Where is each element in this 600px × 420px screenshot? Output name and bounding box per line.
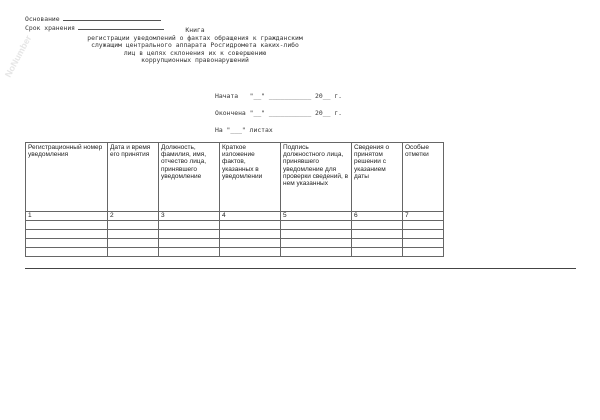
table-cell [108,239,159,248]
table-header-row [26,143,444,212]
table-cell [108,248,159,257]
table-cell [403,230,444,239]
column-header: Должность, фамилия, имя, отчество лица, принявшего уведомление [159,143,220,212]
title-line: лиц в целях склонения их к совершению [123,48,267,57]
column-header: Сведения о принятом решении с указанием даты [352,143,403,212]
table-cell [220,230,281,239]
table-cell [220,239,281,248]
page-divider [25,268,576,269]
column-number: 1 [26,212,108,221]
column-header: Краткое изложение фактов, указанных в уведомлении [220,143,281,212]
table-cell [352,230,403,239]
table-cell [352,221,403,230]
table-cell [26,221,108,230]
table-cell [281,248,352,257]
column-number: 6 [352,212,403,221]
title-line: Книга [185,26,205,34]
title-line: служащим центрального аппарата Росгидромета каких-либо [91,41,299,50]
table-cell [159,248,220,257]
storage-period-label: Срок хранения [25,24,76,32]
document-title [55,27,335,65]
table-row [26,248,444,257]
column-number: 5 [281,212,352,221]
basis-line [63,14,161,21]
table-cell [403,248,444,257]
basis-field [25,14,161,23]
registration-table [25,142,444,257]
table-cell [159,239,220,248]
watermark-text: NoNumber [2,33,34,79]
table-cell [281,239,352,248]
table-cell [220,221,281,230]
column-number: 7 [403,212,444,221]
page-count: На "___" листах [215,126,273,134]
table-cell [26,230,108,239]
column-header: Подпись должностного лица, принявшего уведомление для проверки сведений, в нем указанных [281,143,352,212]
column-header: Регистрационный номер уведомления [26,143,108,212]
title-line: коррупционных правонарушений [141,56,249,65]
column-number: 2 [108,212,159,221]
table-cell [26,248,108,257]
basis-label: Основание [25,15,60,23]
start-date: Начата "__" ___________ 20__ г. [215,92,342,100]
watermark [0,20,34,80]
end-date: Окончена "__" ___________ 20__ г. [215,109,342,117]
table-row [26,239,444,248]
table-cell [220,248,281,257]
table-row [26,221,444,230]
column-number: 4 [220,212,281,221]
column-number: 3 [159,212,220,221]
table-cell [108,221,159,230]
table-cell [108,230,159,239]
table-cell [403,239,444,248]
table-cell [159,230,220,239]
table-row [26,230,444,239]
table-cell [403,221,444,230]
table-cell [281,230,352,239]
table-cell [281,221,352,230]
column-header: Дата и время его принятия [108,143,159,212]
title-line: регистрации уведомлений о фактах обращения к гражданским [87,33,303,42]
table-cell [352,239,403,248]
column-header: Особые отметки [403,143,444,212]
table-cell [159,221,220,230]
table-cell [352,248,403,257]
table-cell [26,239,108,248]
column-number-row [26,212,444,221]
